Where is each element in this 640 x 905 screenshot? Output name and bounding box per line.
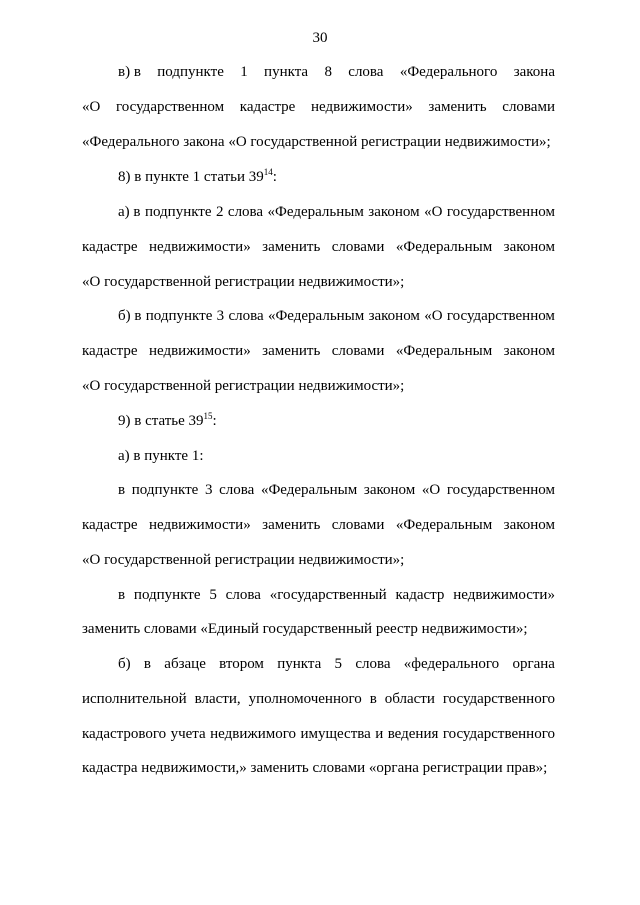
word: кадастре <box>82 239 138 255</box>
word: втором <box>219 656 264 672</box>
word: кадастре <box>82 517 138 533</box>
word: словами <box>331 239 385 255</box>
word: недвижимого <box>210 726 297 742</box>
word: 1 <box>240 64 248 80</box>
word: «Федеральным <box>395 343 493 359</box>
word: пункта <box>277 656 322 672</box>
word: заменить <box>262 517 321 533</box>
word: государственного <box>442 726 555 742</box>
word: закона <box>513 64 555 80</box>
text-line: кадастра недвижимости,» заменить словами «органа регистрации прав»; <box>82 760 548 776</box>
word: кадастрового <box>82 726 167 742</box>
line-text: : <box>272 169 277 185</box>
word: недвижимости» <box>148 343 251 359</box>
word: 2 <box>215 204 224 220</box>
word: законом <box>503 343 555 359</box>
word: «федерального <box>403 656 500 672</box>
text-line <box>118 585 555 605</box>
word: б) в <box>118 308 142 324</box>
word: словами <box>502 99 555 115</box>
word: пункта <box>264 64 309 80</box>
word: исполнительной <box>82 691 187 707</box>
text-line <box>118 167 555 187</box>
word: заменить <box>428 99 487 115</box>
word: абзаце <box>164 656 206 672</box>
word: законом <box>368 204 420 220</box>
word: 3 <box>204 482 213 498</box>
word: слова <box>228 308 264 324</box>
line-text: : <box>212 413 217 429</box>
word: «Федеральным <box>395 517 493 533</box>
text-line <box>118 202 555 222</box>
text-line <box>82 515 555 535</box>
word: слова <box>225 587 261 603</box>
text-line <box>82 724 555 744</box>
text-line <box>82 689 555 709</box>
word: власти, <box>194 691 241 707</box>
word: «О <box>424 308 443 324</box>
text-line <box>118 654 555 674</box>
word: «Федеральным <box>260 482 358 498</box>
word: 5 <box>209 587 217 603</box>
text-line: «О государственной регистрации недвижимости»; <box>82 274 405 290</box>
word: кадастре <box>82 343 138 359</box>
word: законом <box>363 482 416 498</box>
word: «О <box>82 99 101 115</box>
word: государственном <box>446 308 555 324</box>
word: словами <box>331 343 385 359</box>
word: «государственный <box>269 587 387 603</box>
word: 3 <box>216 308 225 324</box>
word: подпункте <box>131 482 199 498</box>
word: подпункте <box>133 587 201 603</box>
word: слова <box>348 64 384 80</box>
word: в <box>118 587 126 603</box>
text-line <box>82 341 555 361</box>
word: законом <box>503 517 555 533</box>
word: слова <box>355 656 391 672</box>
line-text: 8) в пункте 1 статьи 39 <box>118 169 264 185</box>
word: недвижимости» <box>453 587 555 603</box>
word: 5 <box>334 656 343 672</box>
word: подпункте <box>144 204 212 220</box>
word: законом <box>503 239 555 255</box>
text-line <box>118 411 555 431</box>
line-text: 9) в статье 39 <box>118 413 204 429</box>
word: 8 <box>324 64 332 80</box>
word: кадастр <box>395 587 445 603</box>
word: слова <box>219 482 255 498</box>
word: словами <box>331 517 385 533</box>
word: подпункте <box>157 64 224 80</box>
word: «Федеральным <box>267 204 364 220</box>
word: «Федеральным <box>395 239 493 255</box>
word: «О <box>424 204 443 220</box>
word: в <box>118 482 126 498</box>
word: государственном <box>116 99 225 115</box>
word: «О <box>421 482 441 498</box>
text-line <box>82 97 555 117</box>
word: «Федерального <box>399 64 498 80</box>
text-line: заменить словами «Единый государственный реестр недвижимости»; <box>82 621 528 637</box>
text-line: «О государственной регистрации недвижимости»; <box>82 552 405 568</box>
text-line <box>118 62 555 82</box>
word: в) в <box>118 64 141 80</box>
word: «Федеральным <box>267 308 365 324</box>
text-line: «О государственной регистрации недвижимости»; <box>82 378 405 394</box>
word: недвижимости» <box>148 517 251 533</box>
word: имущества <box>300 726 371 742</box>
word: кадастре <box>239 99 296 115</box>
word: законом <box>368 308 420 324</box>
text-line <box>82 237 555 257</box>
word: в <box>369 691 377 707</box>
text-line: «Федерального закона «О государственной регистрации недвижимости»; <box>82 134 551 150</box>
superscript: 14 <box>263 167 273 177</box>
page-number: 30 <box>312 30 328 46</box>
word: ведения <box>387 726 439 742</box>
text-line <box>118 480 555 500</box>
word: заменить <box>262 343 321 359</box>
word: недвижимости» <box>311 99 413 115</box>
word: слова <box>227 204 264 220</box>
word: заменить <box>262 239 321 255</box>
word: органа <box>512 656 555 672</box>
word: государственном <box>446 482 555 498</box>
word: государственного <box>442 691 555 707</box>
word: области <box>384 691 435 707</box>
word: а) в <box>118 204 141 220</box>
word: государственном <box>446 204 555 220</box>
superscript: 15 <box>203 411 213 421</box>
word: уполномоченного <box>248 691 362 707</box>
word: в <box>143 656 152 672</box>
text-line: а) в пункте 1: <box>118 448 204 464</box>
word: б) <box>118 656 131 672</box>
word: учета <box>170 726 206 742</box>
word: недвижимости» <box>148 239 251 255</box>
word: подпункте <box>145 308 213 324</box>
text-line <box>118 306 555 326</box>
word: и <box>375 726 384 742</box>
